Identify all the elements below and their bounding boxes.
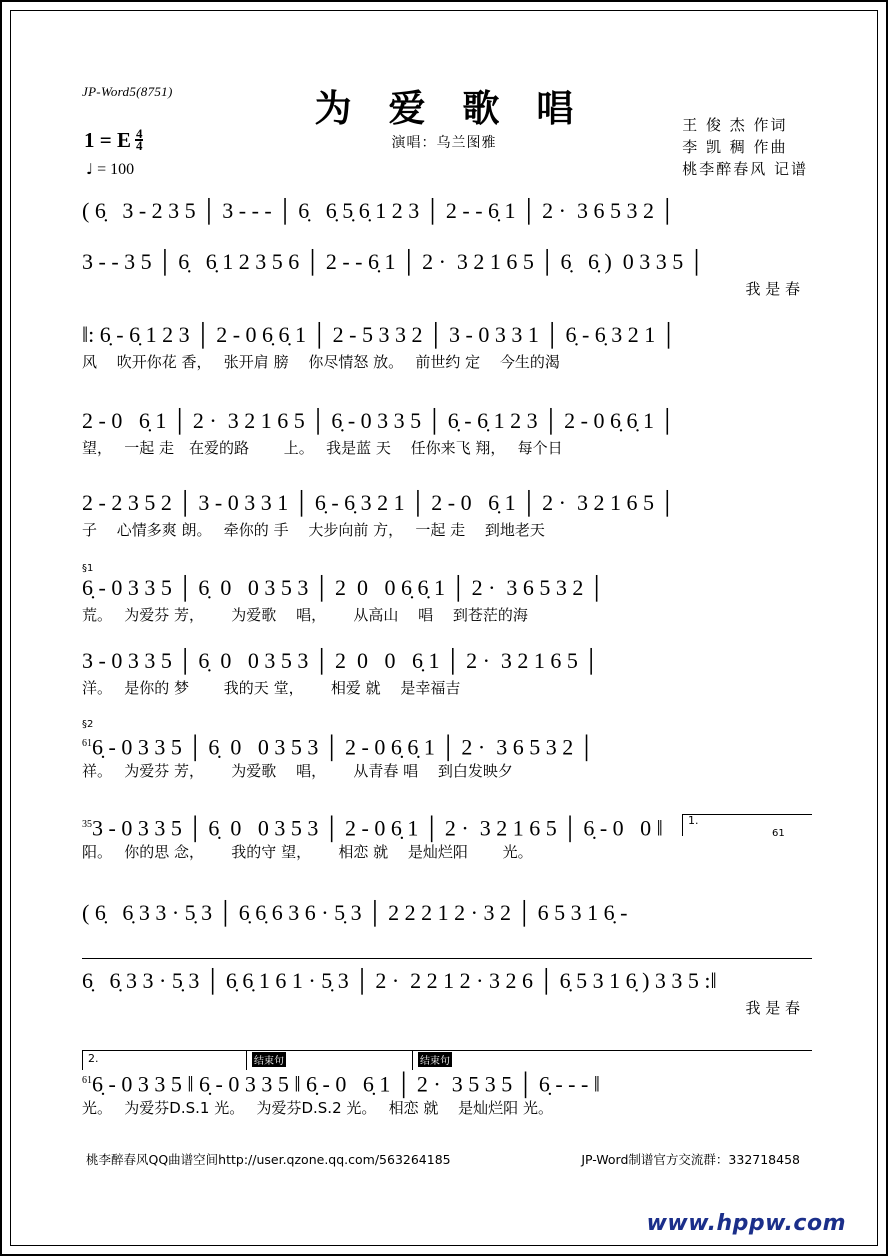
time-signature-denominator: 4 xyxy=(135,138,143,153)
music-system-10 xyxy=(82,900,812,930)
notation-line: 3 - 0 3 3 5 │ 6̣ 0 0 3 5 3 │ 2 0 0 6̣ 1 │ 2 · 3 2 1 6 5 │ xyxy=(82,648,599,673)
lyric-line: 荒。 为爱芬 芳， 为爱歌 唱， 从高山 唱 到苍茫的海 xyxy=(82,606,528,624)
quarter-note-icon: ♩ xyxy=(86,160,94,178)
lyric-line: 光。 为爱芬D.S.1 光。 为爱芬D.S.2 光。 相恋 就 是灿烂阳 光。 xyxy=(82,1099,553,1117)
notation-line: 3 - - 3 5 │ 6̣ 6̣ 1 2 3 5 6 │ 2 - - 6̣ 1 │ 2 · 3 2 1 6 5 │ 6̣ 6̣ ) 0 3 3 5 │ xyxy=(82,249,705,274)
lyric-line: 我 是 春 xyxy=(745,280,800,298)
music-system-9 xyxy=(82,812,812,864)
music-system-5 xyxy=(82,490,812,542)
notation-line: ‖: 6̣ - 6̣ 1 2 3 │ 2 - 0 6̣ 6̣ 1 │ 2 - 5 3 3 2 │ 3 - 0 3 3 1 │ 6̣ - 6̣ 3 2 1 │ xyxy=(82,322,677,347)
time-signature-numerator: 4 xyxy=(135,126,143,141)
first-ending-label: 1. xyxy=(688,814,699,827)
notation-line xyxy=(82,812,812,842)
segno-mark-1: §1 xyxy=(82,563,94,574)
footer-left-text: 桃李醉春风QQ曲谱空间http://user.qzone.qq.com/563264185 xyxy=(86,1152,451,1167)
notation-text: 3 - 0 3 3 5 │ 6̣ 0 0 3 5 3 │ 2 - 0 6̣ 1 │ 2 · 3 2 1 6 5 │ 6̣ - 0 0 ‖ xyxy=(92,815,663,841)
key-signature xyxy=(84,128,143,153)
lyric-line: 祥。 为爱芬 芳， 为爱歌 唱， 从青春 唱 到白发映夕 xyxy=(82,762,513,780)
watermark: www.hppw.com xyxy=(646,1211,846,1236)
music-system-2 xyxy=(82,249,812,301)
ending-bracket-top xyxy=(82,1050,812,1051)
segno-mark-2: §2 xyxy=(82,719,94,730)
music-system-6 xyxy=(82,562,812,627)
music-system-1 xyxy=(82,198,812,228)
footer-right-text: JP-Word制谱官方交流群：332718458 xyxy=(581,1152,800,1167)
lyric-line: 我 是 春 xyxy=(745,999,800,1017)
credits xyxy=(682,114,808,180)
credit-lyricist: 王 俊 杰 作词 xyxy=(682,116,788,134)
key-signature-text: 1 = E xyxy=(84,128,131,152)
ending-bracket-left-1 xyxy=(82,1050,83,1070)
music-system-7 xyxy=(82,648,812,700)
credit-composer: 李 凯 稠 作曲 xyxy=(682,138,788,156)
tempo-value: = 100 xyxy=(97,161,135,178)
second-ending-label: 2. xyxy=(88,1052,99,1065)
jpword-tag: JP-Word5(8751) xyxy=(82,84,173,99)
music-system-8 xyxy=(82,718,812,783)
lyric-line: 阳。 你的思 念， 我的守 望， 相恋 就 是灿烂阳 光。 xyxy=(82,843,533,861)
notation-line: ( 6̣ 3 - 2 3 5 │ 3 - - - │ 6̣ 6̣ 5̣ 6̣ 1 2 3 │ 2 - - 6̣ 1 │ 2 · 3 6 5 3 2 │ xyxy=(82,198,676,223)
notation-line: ( 6̣ 6̣ 3 3 · 5̣ 3 │ 6̣ 6̣ 6 3 6 · 5̣ 3 │ 2 2 2 1 2 · 3 2 │ 6 5 3 1 6̣ - xyxy=(82,900,633,925)
coda-label-2: 结束句 xyxy=(418,1052,452,1067)
lyric-line: 子 心情多爽 朗。 牵你的 手 大步向前 方， 一起 走 到地老天 xyxy=(82,521,545,539)
time-signature xyxy=(135,126,144,153)
measure-number: 61 xyxy=(82,1075,92,1086)
music-system-4 xyxy=(82,408,812,460)
notation-line: 6̣ - 0 3 3 5 │ 6̣ 0 0 3 5 3 │ 2 0 0 6̣ 6̣ 1 │ 2 · 3 6 5 3 2 │ xyxy=(82,575,605,600)
measure-number: 61 xyxy=(82,738,92,749)
ending-bracket-left-2 xyxy=(246,1050,247,1070)
tempo-marking xyxy=(86,160,134,179)
system-divider-line xyxy=(82,958,812,959)
ending-bracket-left-3 xyxy=(412,1050,413,1070)
music-system-11 xyxy=(82,968,812,1020)
measure-number: 35 xyxy=(82,819,92,830)
notation-line: 6̣ 6̣ 3 3 · 5̣ 3 │ 6̣ 6̣ 1 6 1 · 5̣ 3 │ 2 · 2 2 1 2 · 3 2 6 │ 6̣ 5 3 1 6̣ ) 3 3 5 :‖ xyxy=(82,968,717,993)
singer-label: 演唱：乌兰图雅 xyxy=(391,135,497,151)
credit-transcriber: 桃李醉春风 记谱 xyxy=(682,160,808,178)
first-ending-bracket-left xyxy=(682,814,683,836)
lyric-line: 洋。 是你的 梦 我的天 堂， 相爱 就 是幸福吉 xyxy=(82,679,461,697)
notation-text: 6̣ - 0 3 3 5 │ 6̣ 0 0 3 5 3 │ 2 - 0 6̣ 6̣ 1 │ 2 · 3 6 5 3 2 │ xyxy=(92,734,595,760)
music-system-12 xyxy=(82,1068,812,1120)
coda-label-1: 结束句 xyxy=(252,1052,286,1067)
first-ending-measure-number: 61 xyxy=(772,828,785,839)
notation-line xyxy=(82,1068,812,1098)
notation-line: 2 - 0 6̣ 1 │ 2 · 3 2 1 6 5 │ 6̣ - 0 3 3 5 │ 6̣ - 6̣ 1 2 3 │ 2 - 0 6̣ 6̣ 1 │ xyxy=(82,408,676,433)
page-title: 为 爱 歌 唱 xyxy=(314,87,586,130)
lyric-line: 风 吹开你花 香， 张开肩 膀 你尽情怒 放。 前世约 定 今生的渴 xyxy=(82,353,560,371)
notation-line xyxy=(82,731,812,761)
lyric-line: 望， 一起 走 在爱的路 上。 我是蓝 天 任你来飞 翔， 每个日 xyxy=(82,439,563,457)
music-system-3 xyxy=(82,322,812,374)
notation-line: 2 - 2 3 5 2 │ 3 - 0 3 3 1 │ 6̣ - 6̣ 3 2 1 │ 2 - 0 6̣ 1 │ 2 · 3 2 1 6 5 │ xyxy=(82,490,676,515)
notation-text: 6̣ - 0 3 3 5 ‖ 6̣ - 0 3 3 5 ‖ 6̣ - 0 6̣ 1 │ 2 · 3 5 3 5 │ 6̣ - - - ‖ xyxy=(92,1071,600,1097)
first-ending-bracket-top xyxy=(682,814,812,815)
